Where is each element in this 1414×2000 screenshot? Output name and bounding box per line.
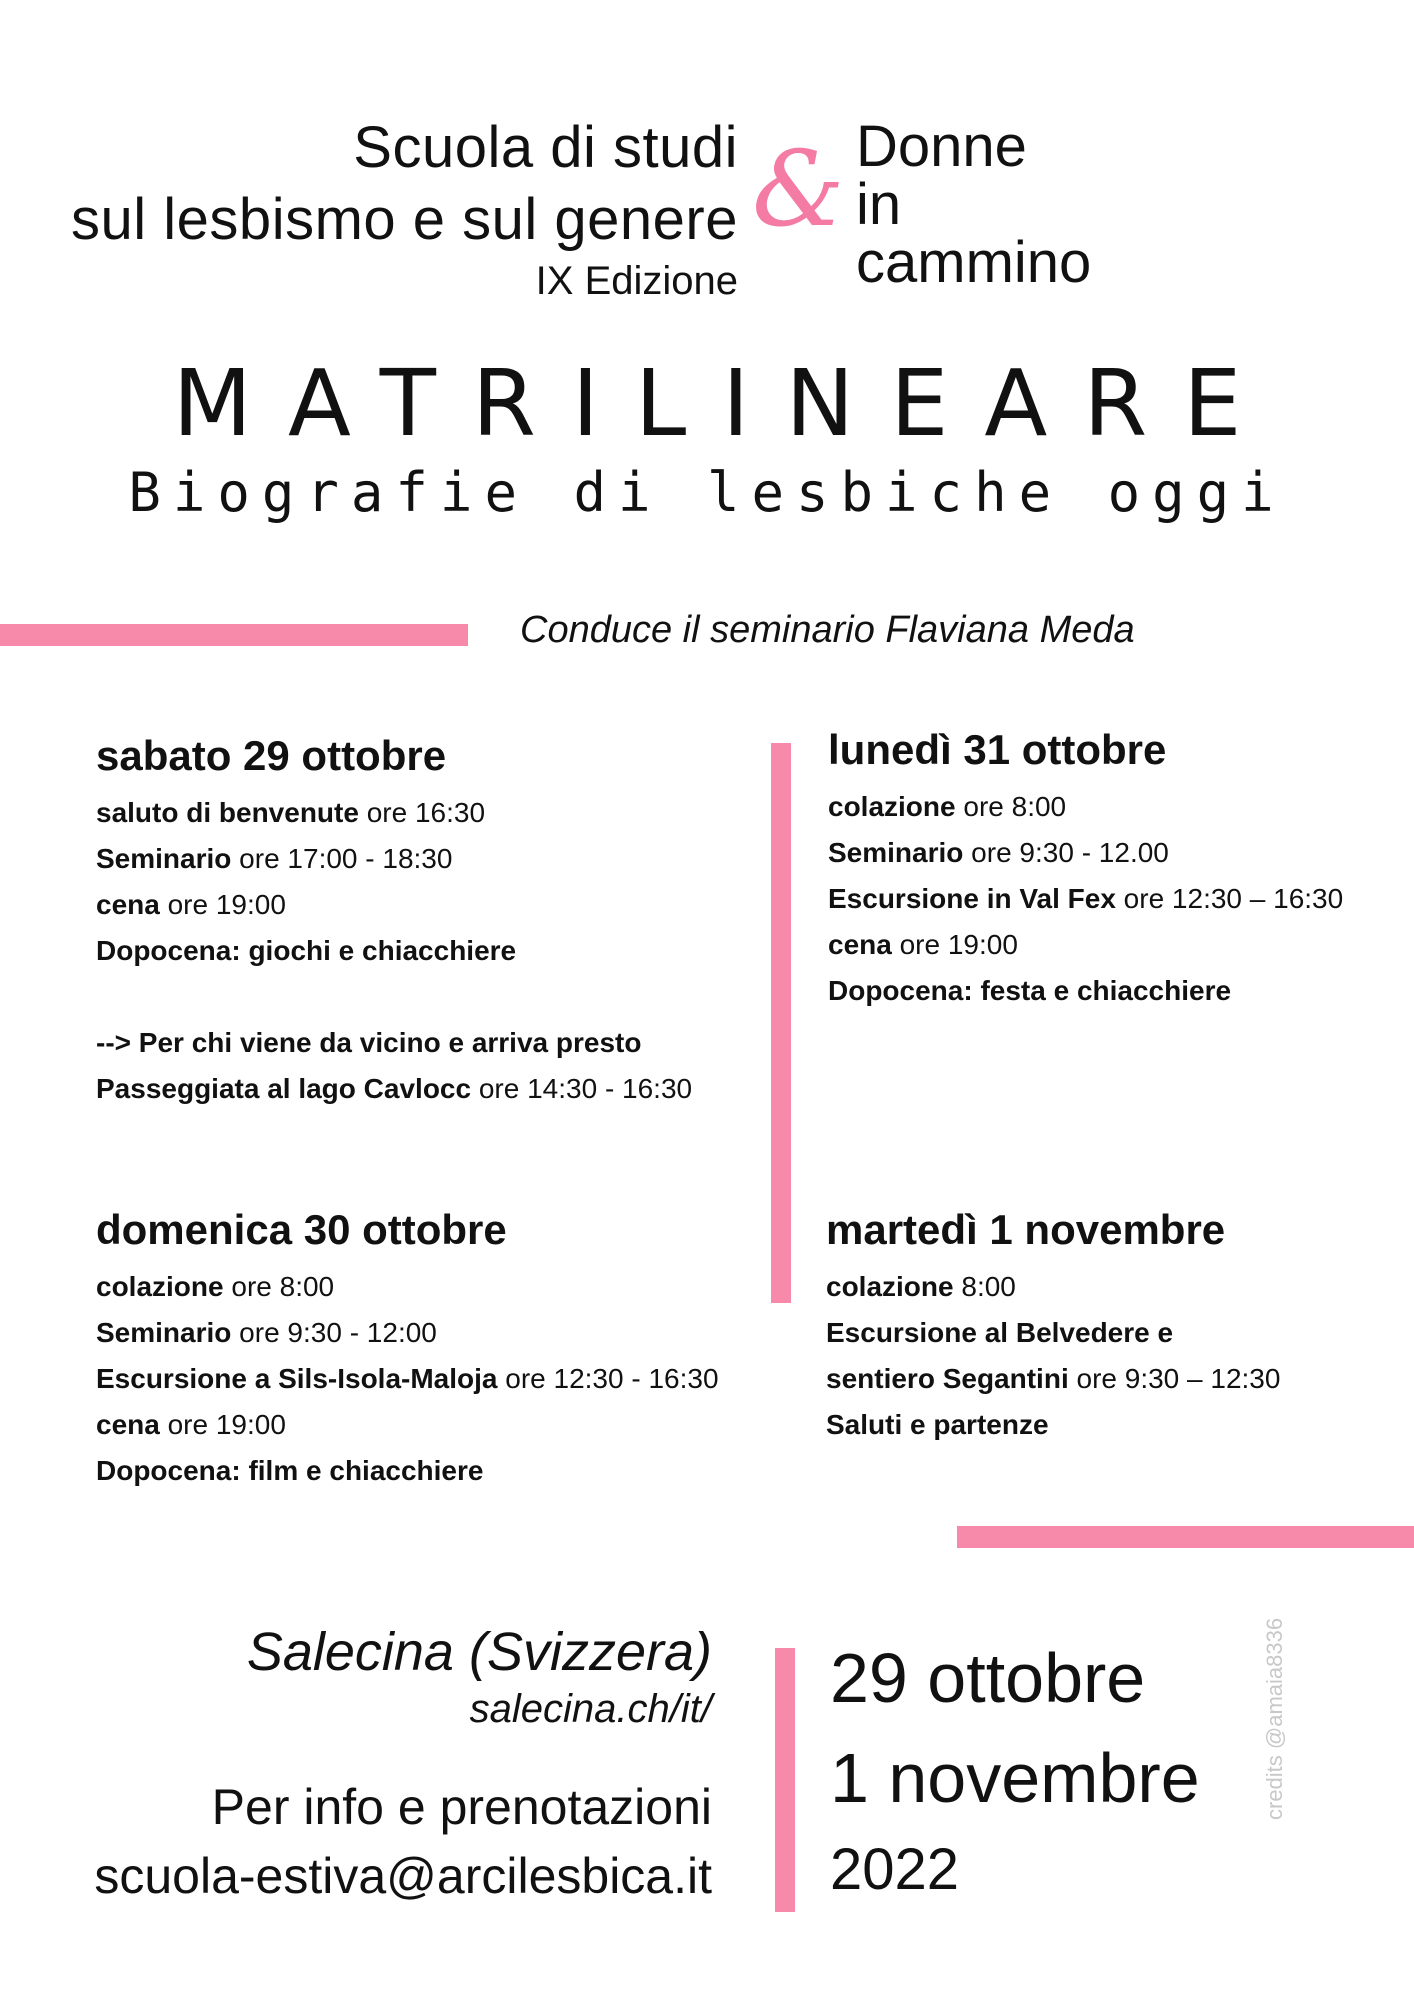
edition-label: IX Edizione [535, 259, 738, 303]
credits-label: credits @amaia8336 [1262, 1617, 1287, 1820]
time: ore 12:30 - 16:30 [497, 1363, 719, 1394]
activity: sentiero Segantini [826, 1363, 1069, 1394]
accent-divider-vertical [771, 743, 791, 1303]
schedule-day-martedi [826, 1204, 1280, 1448]
partner-name-line-2: in [856, 172, 902, 237]
partner-name [856, 114, 1092, 295]
schedule-item [96, 928, 692, 974]
contact-email-link[interactable]: scuola-estiva@arcilesbica.it [94, 1848, 712, 1904]
activity: colazione [96, 1271, 224, 1302]
day-heading: domenica 30 ottobre [96, 1206, 507, 1253]
partner-name-line-1: Donne [856, 114, 1027, 179]
activity: --> Per chi viene da vicino e arriva presto [96, 1027, 642, 1058]
time: ore 12:30 – 16:30 [1115, 883, 1344, 914]
schedule-item [96, 1066, 692, 1112]
school-title [71, 112, 738, 306]
activity: Dopocena: film e chiacchiere [96, 1455, 484, 1486]
schedule-item [96, 1310, 719, 1356]
time: ore 8:00 [223, 1271, 335, 1302]
venue-name: Salecina (Svizzera) [246, 1622, 712, 1682]
page-title: MATRILINEARE [172, 350, 1278, 457]
schedule-day-lunedi [828, 724, 1343, 1014]
activity: Seminario [96, 843, 232, 874]
venue-website-link[interactable]: salecina.ch/it/ [469, 1687, 712, 1731]
schedule-item [826, 1264, 1280, 1310]
activity: Seminario [96, 1317, 232, 1348]
event-year: 2022 [830, 1837, 960, 1902]
day-heading: lunedì 31 ottobre [828, 726, 1167, 773]
end-date: 1 novembre [830, 1739, 1200, 1817]
day-heading: martedì 1 novembre [826, 1206, 1226, 1253]
activity: Escursione in Val Fex [828, 883, 1116, 914]
accent-divider-footer [775, 1648, 795, 1912]
day-heading: sabato 29 ottobre [96, 732, 447, 779]
schedule-item [96, 1402, 719, 1448]
schedule-item [826, 1402, 1280, 1448]
partner-name-line-3: cammino [856, 230, 1092, 295]
venue-info [94, 1620, 712, 1912]
spacer [96, 974, 692, 1020]
schedule-day-sabato [96, 730, 692, 1112]
seminar-host: Conduce il seminario Flaviana Meda [520, 609, 1135, 651]
schedule-item [828, 784, 1343, 830]
activity: Dopocena: festa e chiacchiere [828, 975, 1232, 1006]
activity: Dopocena: giochi e chiacchiere [96, 935, 517, 966]
time: ore 19:00 [159, 1409, 286, 1440]
schedule-item [96, 1264, 719, 1310]
activity: Escursione al Belvedere e [826, 1317, 1174, 1348]
accent-bar-top [0, 624, 468, 646]
activity: Passeggiata al lago Cavlocc [96, 1073, 472, 1104]
school-title-line-2: sul lesbismo e sul genere [71, 187, 738, 252]
event-dates [830, 1628, 1200, 1912]
schedule-item [96, 1448, 719, 1494]
schedule-day-domenica [96, 1204, 719, 1494]
activity: cena [96, 889, 160, 920]
booking-info-label: Per info e prenotazioni [211, 1779, 712, 1835]
activity: cena [96, 1409, 160, 1440]
time: 8:00 [953, 1271, 1016, 1302]
schedule-item [826, 1356, 1280, 1402]
schedule-item [828, 876, 1343, 922]
ampersand-mark: & [752, 128, 845, 250]
time: ore 9:30 – 12:30 [1068, 1363, 1281, 1394]
activity: saluto di benvenute [96, 797, 359, 828]
schedule-item [96, 836, 692, 882]
schedule-note [96, 1020, 692, 1066]
time: ore 9:30 - 12.00 [963, 837, 1169, 868]
schedule-item [96, 882, 692, 928]
accent-bar-right [957, 1526, 1414, 1548]
activity: Saluti e partenze [826, 1409, 1049, 1440]
time: ore 8:00 [955, 791, 1067, 822]
time: ore 9:30 - 12:00 [231, 1317, 437, 1348]
schedule-item [828, 830, 1343, 876]
time: ore 16:30 [358, 797, 486, 828]
activity: cena [828, 929, 892, 960]
school-title-line-1: Scuola di studi [353, 115, 738, 180]
activity: Seminario [828, 837, 964, 868]
start-date: 29 ottobre [830, 1639, 1146, 1717]
time: ore 17:00 - 18:30 [231, 843, 453, 874]
schedule-item [828, 968, 1343, 1014]
time: ore 14:30 - 16:30 [471, 1073, 693, 1104]
activity: Escursione a Sils-Isola-Maloja [96, 1363, 498, 1394]
page-subtitle: Biografie di lesbiche oggi [128, 461, 1286, 524]
activity: colazione [826, 1271, 954, 1302]
activity: colazione [828, 791, 956, 822]
schedule-item [96, 790, 692, 836]
time: ore 19:00 [159, 889, 286, 920]
time: ore 19:00 [891, 929, 1018, 960]
schedule-item [96, 1356, 719, 1402]
schedule-item [828, 922, 1343, 968]
schedule-item [826, 1310, 1280, 1356]
